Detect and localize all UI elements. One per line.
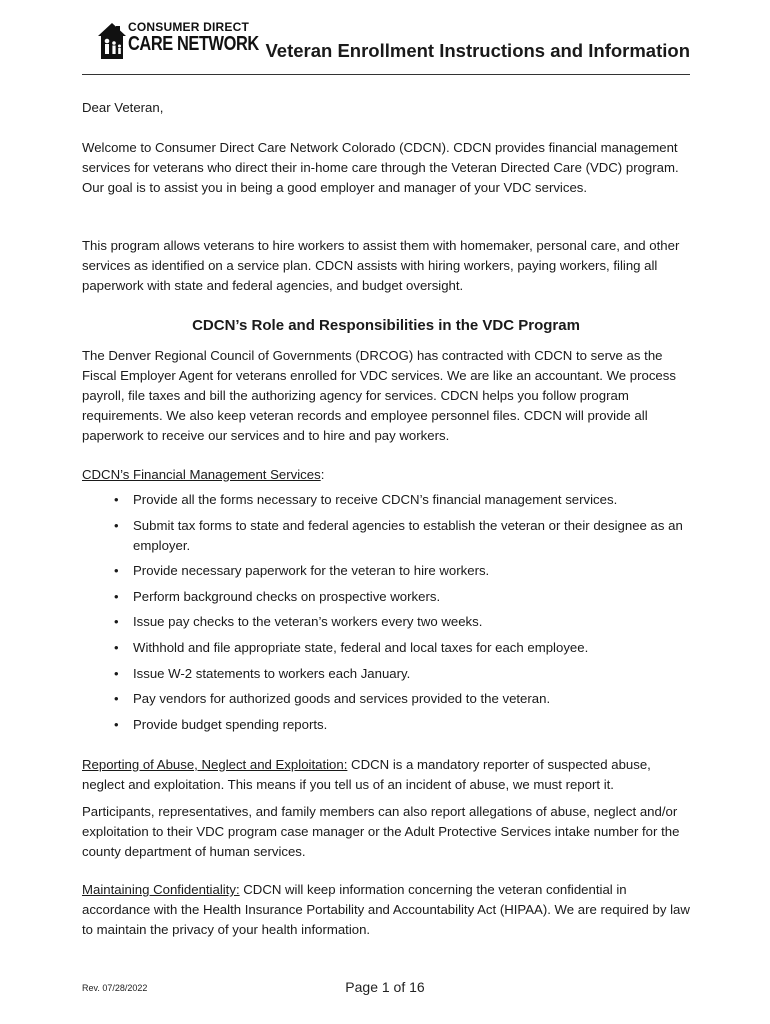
confidentiality-text: CDCN will keep information concerning the veteran confidential in accordance with the Health Insurance Portability and Accountability Act (HIPAA). We are required by law to maintain the privacy of your health information. (82, 882, 690, 937)
page-header (82, 18, 690, 75)
logo-text-bottom: CARE NETWORK (128, 33, 259, 55)
greeting: Dear Veteran, (82, 100, 164, 115)
company-logo (96, 20, 259, 64)
abuse-label: Reporting of Abuse, Neglect and Exploitation: (82, 757, 348, 772)
services-list (82, 490, 690, 740)
list-item: • Issue W-2 statements to workers each January. (82, 664, 690, 684)
list-item: • Withhold and file appropriate state, federal and local taxes for each employee. (82, 638, 690, 658)
fms-label: CDCN’s Financial Management Services (82, 467, 321, 482)
abuse-text: CDCN is a mandatory reporter of suspected abuse, neglect and exploitation. This means if you tell us of an incident of abuse, we must report it. (82, 757, 651, 792)
list-item: • Perform background checks on prospective workers. (82, 587, 690, 607)
list-item: • Provide budget spending reports. (82, 715, 690, 735)
list-item: • Submit tax forms to state and federal agencies to establish the veteran or their designee as an employer. (82, 516, 690, 556)
reporting-paragraph: Participants, representatives, and family members can also report allegations of abuse, neglect and/or exploitation to their VDC program case manager or the Adult Protective Services intake number for the county department of human services. (82, 804, 680, 859)
abuse-paragraph (82, 755, 690, 795)
confidentiality-label: Maintaining Confidentiality: (82, 882, 240, 897)
revision-date: Rev. 07/28/2022 (82, 983, 148, 993)
list-item: • Provide necessary paperwork for the veteran to hire workers. (82, 561, 690, 581)
house-family-icon (96, 22, 128, 60)
list-item: • Issue pay checks to the veteran’s workers every two weeks. (82, 612, 690, 632)
logo-text-top: CONSUMER DIRECT (128, 20, 250, 34)
list-item: • Pay vendors for authorized goods and services provided to the veteran. (82, 689, 690, 709)
fms-colon: : (320, 467, 325, 482)
role-paragraph: The Denver Regional Council of Governments (DRCOG) has contracted with CDCN to serve as the Fiscal Employer Agent for veterans enrolled for VDC services. We are like an accountant. We process payroll, file taxes and bill the authorizing agency for services. CDCN helps you follow program requirements. We also keep veteran records and employee personnel files. CDCN will provide all paperwork to receive our services and to hire and pay workers. (82, 348, 676, 443)
list-item: • Provide all the forms necessary to receive CDCN’s financial management services. (82, 490, 690, 510)
confidentiality-paragraph (82, 880, 690, 940)
fms-heading (82, 465, 690, 485)
section-heading: CDCN’s Role and Responsibilities in the VDC Program (192, 317, 580, 334)
page-number: Page 1 of 16 (345, 979, 425, 995)
document-title: Veteran Enrollment Instructions and Information (265, 40, 690, 61)
program-paragraph: This program allows veterans to hire workers to assist them with homemaker, personal care, and other services as identified on a service plan. CDCN assists with hiring workers, paying workers, filing all paperwork with state and federal agencies, and budget oversight. (82, 238, 680, 293)
welcome-paragraph: Welcome to Consumer Direct Care Network Colorado (CDCN). CDCN provides financial management services for veterans who direct their in-home care through the Veteran Directed Care (VDC) program. Our goal is to assist you in being a good employer and manager of your VDC services. (82, 140, 679, 195)
